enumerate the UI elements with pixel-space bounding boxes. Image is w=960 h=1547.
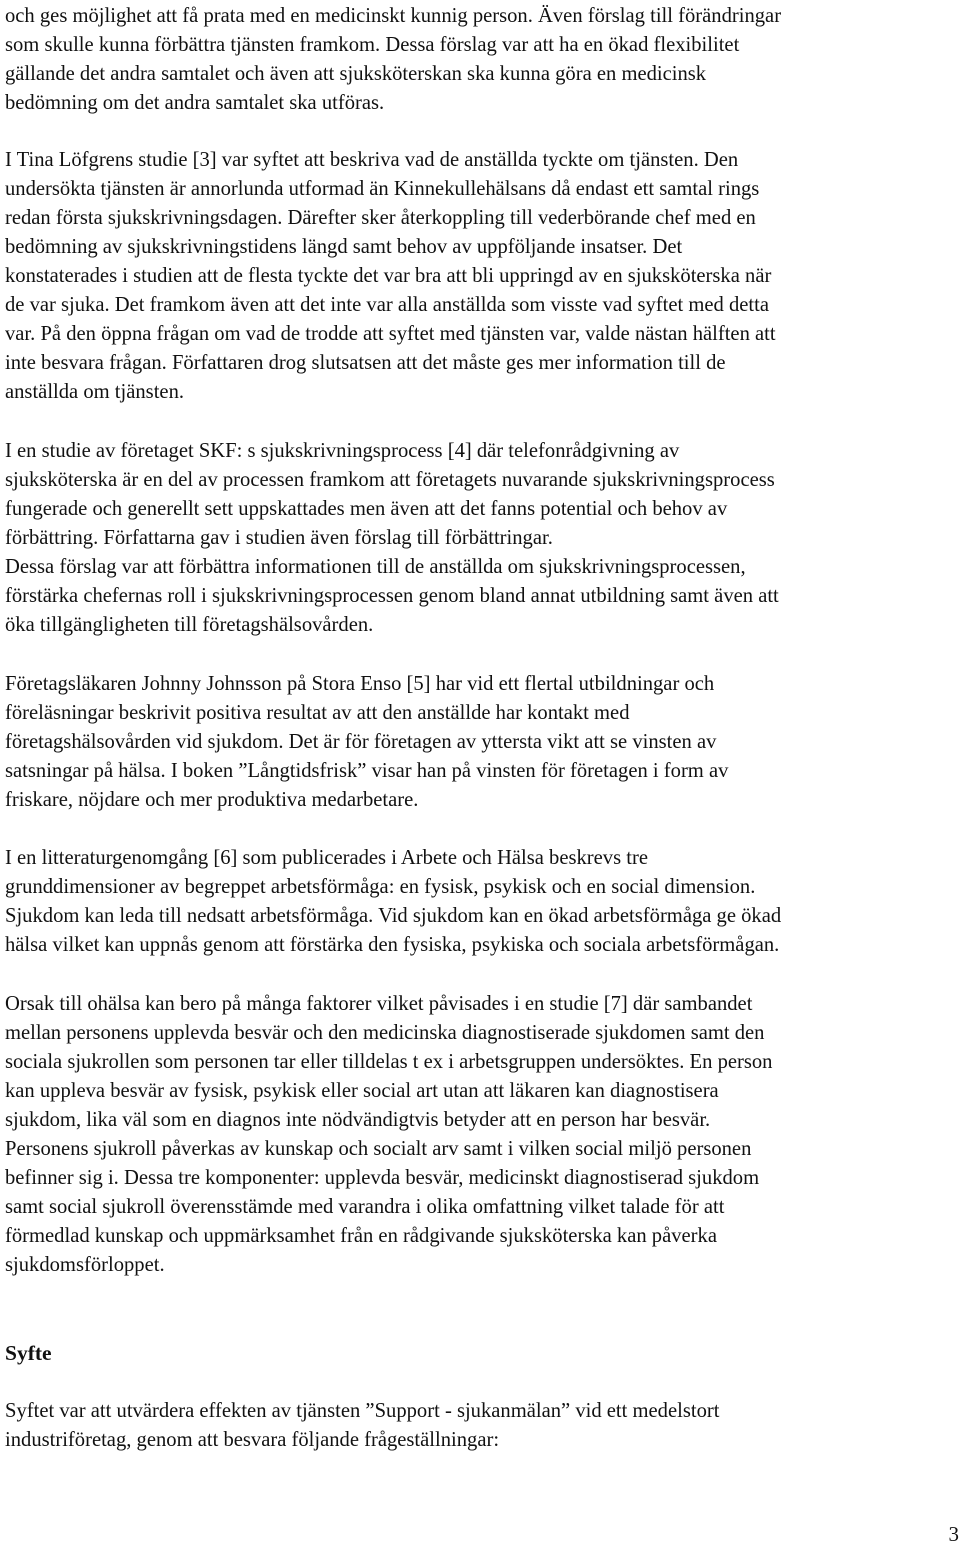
paragraph-lofgren-study: I Tina Löfgrens studie [3] var syftet att beskriva vad de anställda tyckte om tjänsten. Den undersökta tjänsten är annorlunda utformad än Kinnekullehälsans då endast ett samtal rings redan första sjukskrivningsdagen. Därefter sker återkoppling till vederbörande chef med en bedömning av sjukskrivningstidens längd samt behov av uppföljande insatser. Det konstaterades i studien att de flesta tyckte det var bra att bli uppringd av en sjuksköterska när de var sjuka. Det framkom även att det inte var alla anställda som visste vad syftet med detta var. På den öppna frågan om vad de trodde att syftet med tjänsten var, valde nästan hälften att inte besvara frågan. Författaren drog slutsatsen att det måste ges mer information till de anställda om tjänsten. xyxy=(5,149,776,403)
paragraph-skf-study: I en studie av företaget SKF: s sjukskrivningsprocess [4] där telefonrådgivning av sjuksköterska är en del av processen framkom att företagets nuvarande sjukskrivningsprocess fungerade och generellt sett uppskattades men även att det fanns potential och behov av förbättring. Författarna gav i studien även förslag till förbättringar. Dessa förslag var att förbättra informationen till de anställda om sjukskrivningsprocessen, förstärka chefernas roll i sjukskrivningsprocessen genom bland annat utbildning samt även att öka tillgängligheten till företagshälsovården. xyxy=(5,440,779,636)
section-heading-syfte: Syfte xyxy=(5,1341,52,1365)
paragraph-johnsson: Företagsläkaren Johnny Johnsson på Stora Enso [5] har vid ett flertal utbildningar och föreläsningar beskrivit positiva resultat av att den anställde har kontakt med företagshälsovården vid sjukdom. Det är för företagen av yttersta vikt att se vinsten av satsningar på hälsa. I boken ”Långtidsfrisk” visar han på vinsten för företagen i form av friskare, nöjdare och mer produktiva medarbetare. xyxy=(5,673,729,811)
paragraph-intro: och ges möjlighet att få prata med en medicinskt kunnig person. Även förslag till förändringar som skulle kunna förbättra tjänsten framkom. Dessa förslag var att ha en ökad flexibilitet gällande det andra samtalet och även att sjuksköterskan ska kunna göra en medicinsk bedömning om det andra samtalet ska utföras. xyxy=(5,5,782,114)
paragraph-syfte: Syftet var att utvärdera effekten av tjänsten ”Support - sjukanmälan” vid ett medelstort industriföretag, genom att besvara följande frågeställningar: xyxy=(5,1400,720,1451)
page-number: 3 xyxy=(948,1522,959,1546)
paragraph-literature-review: I en litteraturgenomgång [6] som publicerades i Arbete och Hälsa beskrevs tre grunddimensioner av begreppet arbetsförmåga: en fysisk, psykisk och en social dimension. Sjukdom kan leda till nedsatt arbetsförmåga. Vid sjukdom kan en ökad arbetsförmåga ge ökad hälsa vilket kan uppnås genom att förstärka den fysiska, psykiska och sociala arbetsförmågan. xyxy=(5,847,782,956)
paragraph-ill-health-causes: Orsak till ohälsa kan bero på många faktorer vilket påvisades i en studie [7] där sambandet mellan personens upplevda besvär och den medicinska diagnostiserade sjukdomen samt den sociala sjukrollen som personen tar eller tilldelas t ex i arbetsgruppen undersöktes. En person kan uppleva besvär av fysisk, psykisk eller social art utan att läkaren kan diagnostisera sjukdom, lika väl som en diagnos inte nödvändigtvis betyder att en person har besvär. Personens sjukroll påverkas av kunskap och socialt arv samt i vilken social miljö personen befinner sig i. Dessa tre komponenter: upplevda besvär, medicinskt diagnostiserad sjukdom samt social sjukroll överensstämde med varandra i olika omfattning vilket talade för att förmedlad kunskap och uppmärksamhet från en rådgivande sjuksköterska kan påverka sjukdomsförloppet. xyxy=(5,993,773,1276)
